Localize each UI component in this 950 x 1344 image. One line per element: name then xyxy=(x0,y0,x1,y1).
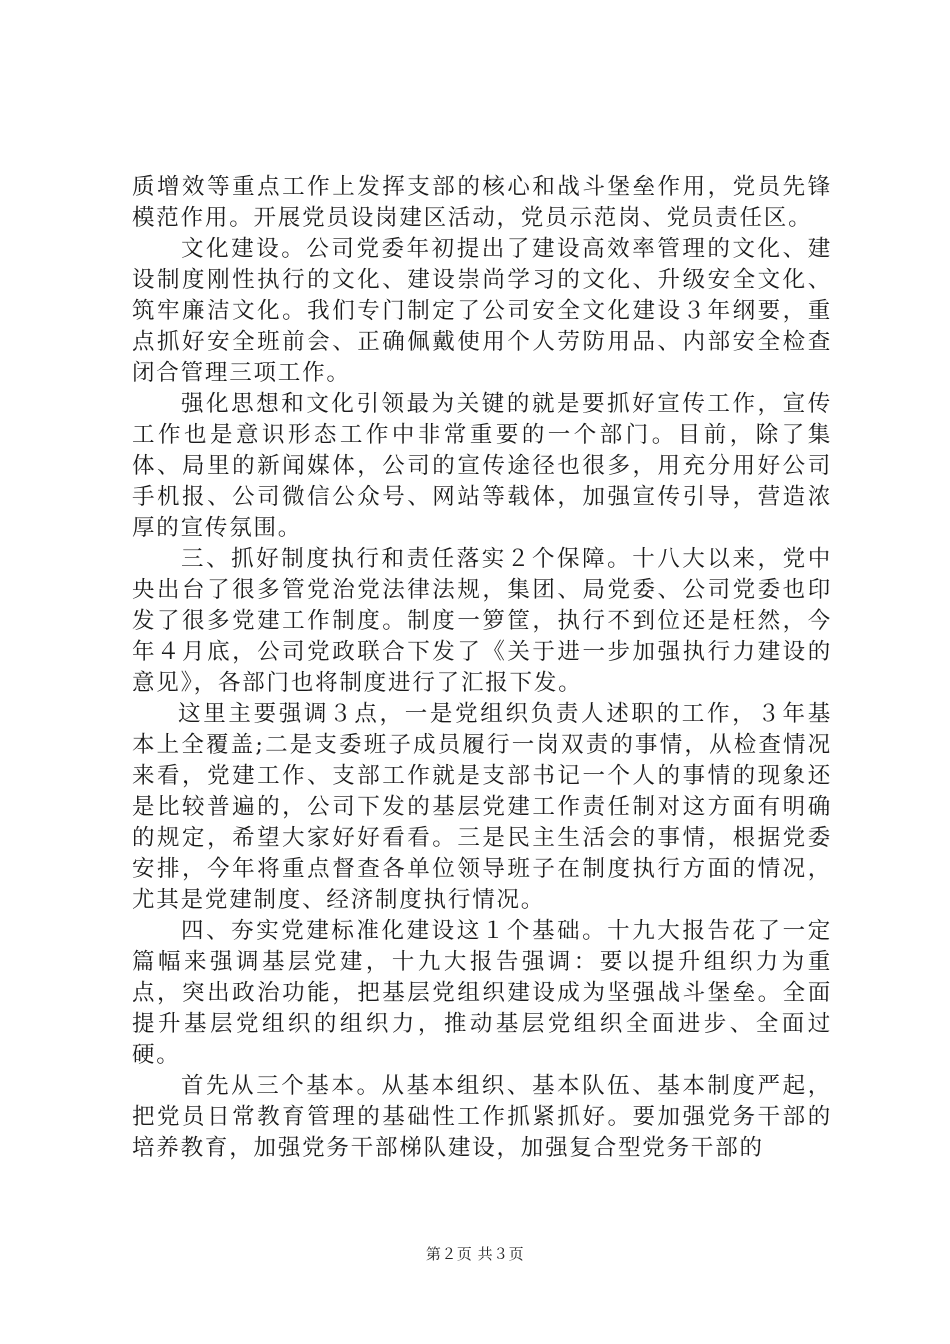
page-number-footer: 第２页 共３页 xyxy=(425,1245,525,1263)
document-body xyxy=(132,172,832,1164)
paragraph-continuation: 质增效等重点工作上发挥支部的核心和战斗堡垒作用，党员先锋模范作用。开展党员设岗建区活动，党员示范岗、党员责任区。 xyxy=(132,174,832,231)
paragraph-three-points: 这里主要强调３点，一是党组织负责人述职的工作，３年基本上全覆盖;二是支委班子成员履行一岗双责的事情，从检查情况来看，党建工作、支部工作就是支部书记一个人的事情的现象还是比较普遍的，公司下发的基层党建工作责任制对这方面有明确的规定，希望大家好好看看。三是民主生活会的事情，根据党委安排，今年将重点督查各单位领导班子在制度执行方面的情况，尤其是党建制度、经济制度执行情况。 xyxy=(132,701,832,913)
paragraph-publicity-work: 强化思想和文化引领最为关键的就是要抓好宣传工作，宣传工作也是意识形态工作中非常重要的一个部门。目前，除了集体、局里的新闻媒体，公司的宣传途径也很多，用充分用好公司手机报、公司微信公众号、网站等载体，加强宣传引导，营造浓厚的宣传氛围。 xyxy=(132,391,832,541)
paragraph-culture-building: 文化建设。公司党委年初提出了建设高效率管理的文化、建设制度刚性执行的文化、建设崇尚学习的文化、升级安全文化、筑牢廉洁文化。我们专门制定了公司安全文化建设３年纲要，重点抓好安全班前会、正确佩戴使用个人劳防用品、内部安全检查闭合管理三项工作。 xyxy=(132,236,832,386)
paragraph-section-four: 四、夯实党建标准化建设这１个基础。十九大报告花了一定篇幅来强调基层党建，十九大报告强调：要以提升组织力为重点，突出政治功能，把基层党组织建设成为坚强战斗堡垒。全面提升基层党组织的组织力，推动基层党组织全面进步、全面过硬。 xyxy=(132,918,832,1068)
paragraph-three-basics: 首先从三个基本。从基本组织、基本队伍、基本制度严起，把党员日常教育管理的基础性工作抓紧抓好。要加强党务干部的培养教育，加强党务干部梯队建设，加强复合型党务干部的 xyxy=(132,1073,832,1161)
paragraph-section-three: 三、抓好制度执行和责任落实２个保障。十八大以来，党中央出台了很多管党治党法律法规，集团、局党委、公司党委也印发了很多党建工作制度。制度一箩筐，执行不到位还是枉然，今年４月底，公司党政联合下发了《关于进一步加强执行力建设的意见》，各部门也将制度进行了汇报下发。 xyxy=(132,546,832,696)
